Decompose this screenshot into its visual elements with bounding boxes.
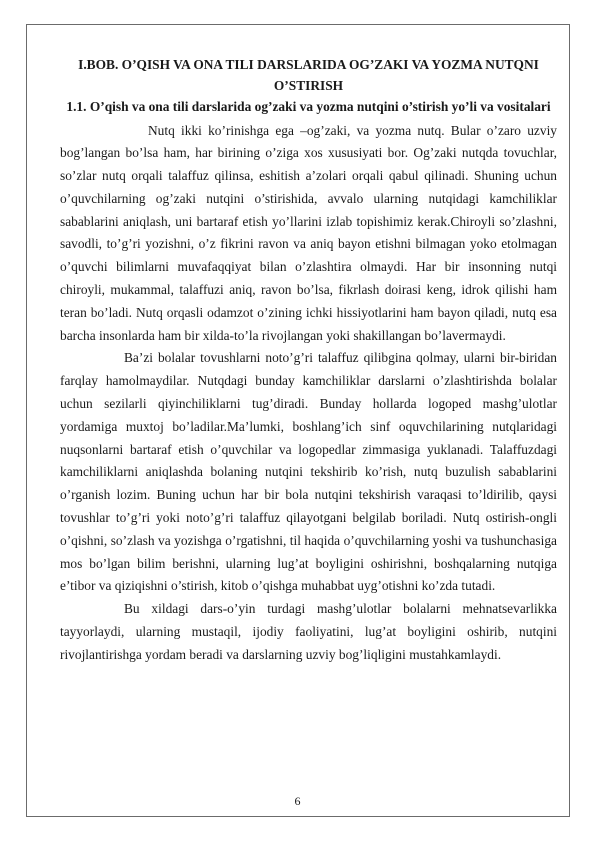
paragraph: Ba’zi bolalar tovushlarni noto’g’ri talaffuz qilibgina qolmay, ularni bir-biridan farqlay hamolmaydilar. Nutqdagi bunday kamchiliklar darslarni o’zlashtirishda bolalar uchun sezilarli qiyinchiliklarni tug’diradi. Bunday hollarda logoped mashg’ulotlar yordamiga muxtoj bo’ladilar.Ma’lumki, boshlang’ich sinf oquvchilarining nutqlaridagi nuqsonlarni bartaraf etish o’quvchilar va logopedlar zimmasiga yuklanadi. Talaffuzdagi kamchiliklarni aniqlashda bolaning nutqini tekshirib ko’rish, nutq buzulish sabablarini o’rganish lozim. Buning uchun har bir bola nutqini tekshirish varaqasi to’ldirilib, qaysi tovushlar to’g’ri yoki noto’g’ri talaffuz qilayotgani belgilab boriladi. Nutq ostirish-ongli o’qishni, so’zlash va yozishga o’rgatishni, til haqida o’quvchilarning yoshi va tushunchasiga mos bo’lgan bilim berishni, ularning lug’at boyligini oshirishni, boshqalarning nutqiga e’tibor va qiziqishni o’stirish, kitob o’qishga muhabbat uyg’otishni ko’zda tutadi.: [60, 350, 557, 594]
chapter-title: I.BOB. O’QISH VA ONA TILI DARSLARIDA OG’ZAKI VA YOZMA NUTQNI O’STIRISH: [78, 57, 539, 93]
paragraph: Nutq ikki ko’rinishga ega –og’zaki, va yozma nutq. Bular o’zaro uzviy bog’langan bo’lsa ham, har birining o’ziga xos xususiyati bor. Og’zaki nutqda tovuchlar, so’zlar nutq orqali talaffuz qilinsa, eshitish a’zolari orqali qabul qilinadi. Shuning uchun o’quvchilarning og’zaki nutqini o’stirishida, avvalo ularning nutqidagi kamchiliklar sabablarini aniqlash, uni bartaraf etish yo’llarini izlab topishimiz kerak.Chiroyli so’zlashni, savodli, to’g’ri yozishni, o’z fikrini ravon va aniq bayon etishni bilmagan yoko etolmagan o’quvchi bilimlarni muvafaqqiyat bilan o’zlashtira olmaydi. Har bir insonning nutqi chiroyli, mukammal, talaffuzi aniq, ravon bo’lsa, fikrlash doirasi keng, idrok qilishi ham teran bo’ladi. Nutq orqasli odamzot o’zining ichki hissiyotlarini ham bayon qiladi, nutq esa barcha insonlarda ham bir xilda-to’la rivojlangan yoki shakillangan bo’lavermaydi.: [60, 122, 557, 343]
paragraph: Bu xildagi dars-o’yin turdagi mashg’ulotlar bolalarni mehnatsevarlikka tayyorlaydi, ularning mustaqil, ijodiy faoliyatini, lug’at boyligini oshirib, nutqini rivojlantirishga yordam beradi va darslarning uzviy bog’liqligini mustahkamlaydi.: [60, 601, 557, 662]
document-body: [60, 55, 557, 667]
section-title: 1.1. O’qish va ona tili darslarida og’zaki va yozma nutqini o’stirish yo’li va vositalari: [66, 99, 551, 114]
page-number: 6: [294, 794, 301, 808]
